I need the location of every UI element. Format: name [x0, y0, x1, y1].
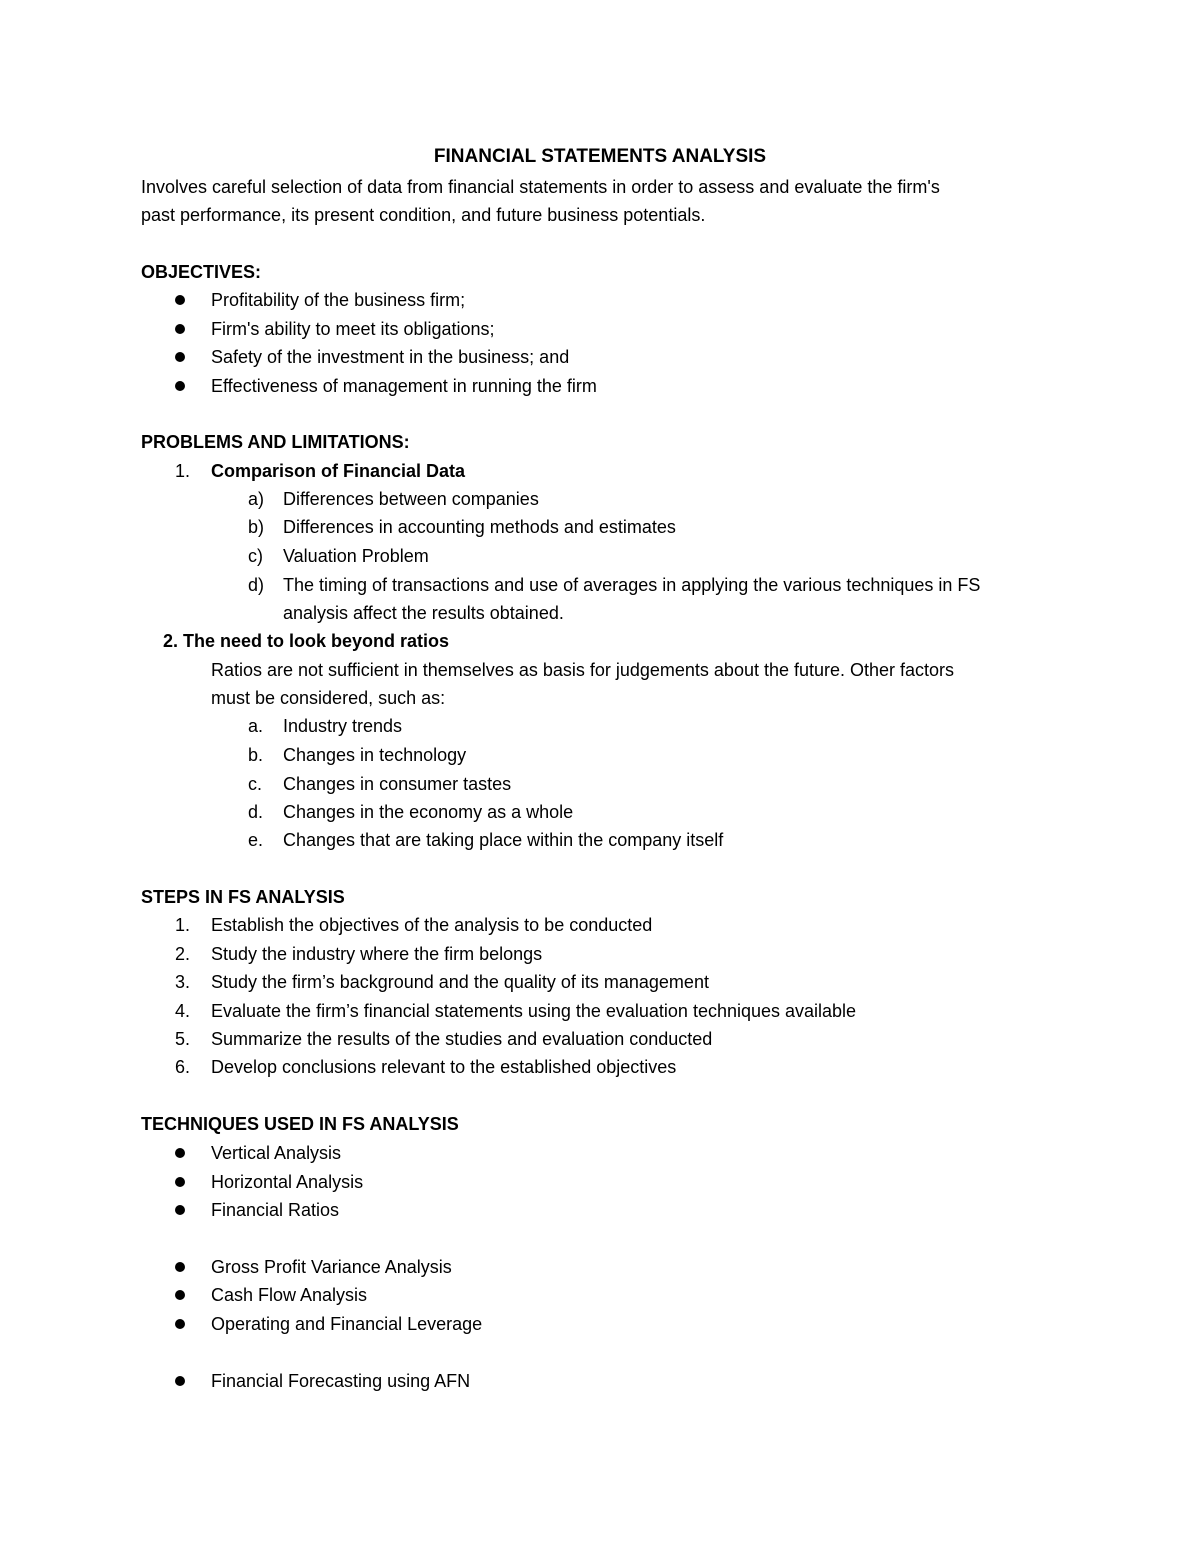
intro-line-1: Involves careful selection of data from financial statements in order to assess and evaluate the firm's — [141, 177, 940, 197]
bullet-icon — [175, 295, 185, 305]
sub-item-text: Changes in consumer tastes — [283, 774, 512, 794]
bullet-icon — [175, 1262, 185, 1272]
list-number: 1. — [175, 461, 191, 481]
sub-item-marker: a) — [248, 489, 265, 509]
objective-item: Firm's ability to meet its obligations; — [211, 319, 495, 339]
list-number: 5. — [175, 1029, 191, 1049]
objectives-heading: OBJECTIVES: — [141, 262, 262, 282]
problems-heading: PROBLEMS AND LIMITATIONS: — [141, 432, 410, 452]
list-number: 6. — [175, 1057, 191, 1077]
sub-item-text: Industry trends — [283, 716, 403, 736]
list-number: 1. — [175, 915, 191, 935]
sub-item-text: Changes that are taking place within the company itself — [283, 830, 724, 850]
technique-item: Cash Flow Analysis — [211, 1285, 368, 1305]
step-item: Study the industry where the firm belongs — [211, 944, 543, 964]
bullet-icon — [175, 1376, 185, 1386]
bullet-icon — [175, 381, 185, 391]
objective-item: Profitability of the business firm; — [211, 290, 466, 310]
list-number: 4. — [175, 1001, 191, 1021]
sub-item-continuation: analysis affect the results obtained. — [283, 603, 564, 623]
objective-item: Safety of the investment in the business; and — [211, 347, 570, 367]
bullet-icon — [175, 352, 185, 362]
list-number: 3. — [175, 972, 191, 992]
techniques-heading: TECHNIQUES USED IN FS ANALYSIS — [141, 1114, 459, 1134]
sub-item-text: Valuation Problem — [283, 546, 429, 566]
steps-heading: STEPS IN FS ANALYSIS — [141, 887, 345, 907]
step-item: Summarize the results of the studies and evaluation conducted — [211, 1029, 713, 1049]
sub-item-marker: a. — [248, 716, 264, 736]
bullet-icon — [175, 324, 185, 334]
step-item: Develop conclusions relevant to the established objectives — [211, 1057, 677, 1077]
technique-item: Horizontal Analysis — [211, 1172, 364, 1192]
problem-item-2-label: 2. The need to look beyond ratios — [163, 631, 450, 651]
bullet-icon — [175, 1319, 185, 1329]
technique-item: Operating and Financial Leverage — [211, 1314, 483, 1334]
bullet-icon — [175, 1177, 185, 1187]
problem-item-2-para-line-2: must be considered, such as: — [211, 688, 446, 708]
sub-item-marker: b. — [248, 745, 264, 765]
intro-line-2: past performance, its present condition, and future business potentials. — [141, 205, 706, 225]
sub-item-marker: d. — [248, 802, 264, 822]
step-item: Study the firm’s background and the quality of its management — [211, 972, 709, 992]
sub-item-text: The timing of transactions and use of averages in applying the various techniques in FS — [283, 575, 981, 595]
sub-item-marker: b) — [248, 517, 265, 537]
step-item: Evaluate the firm’s financial statements using the evaluation techniques available — [211, 1001, 857, 1021]
technique-item: Financial Ratios — [211, 1200, 340, 1220]
list-number: 2. — [175, 944, 191, 964]
step-item: Establish the objectives of the analysis to be conducted — [211, 915, 653, 935]
sub-item-text: Changes in technology — [283, 745, 467, 765]
sub-item-marker: e. — [248, 830, 264, 850]
technique-item: Vertical Analysis — [211, 1143, 342, 1163]
sub-item-marker: c. — [248, 774, 263, 794]
problem-item-1-label: Comparison of Financial Data — [211, 461, 466, 481]
technique-item: Financial Forecasting using AFN — [211, 1371, 471, 1391]
sub-item-marker: d) — [248, 575, 265, 595]
sub-item-text: Changes in the economy as a whole — [283, 802, 574, 822]
page-title: FINANCIAL STATEMENTS ANALYSIS — [433, 146, 767, 167]
technique-item: Gross Profit Variance Analysis — [211, 1257, 452, 1277]
sub-item-marker: c) — [248, 546, 263, 566]
bullet-icon — [175, 1205, 185, 1215]
problem-item-2-para-line-1: Ratios are not sufficient in themselves as basis for judgements about the future. Other factors — [211, 660, 955, 680]
bullet-icon — [175, 1290, 185, 1300]
sub-item-text: Differences in accounting methods and estimates — [283, 517, 676, 537]
bullet-icon — [175, 1148, 185, 1158]
objective-item: Effectiveness of management in running the firm — [211, 376, 597, 396]
sub-item-text: Differences between companies — [283, 489, 539, 509]
